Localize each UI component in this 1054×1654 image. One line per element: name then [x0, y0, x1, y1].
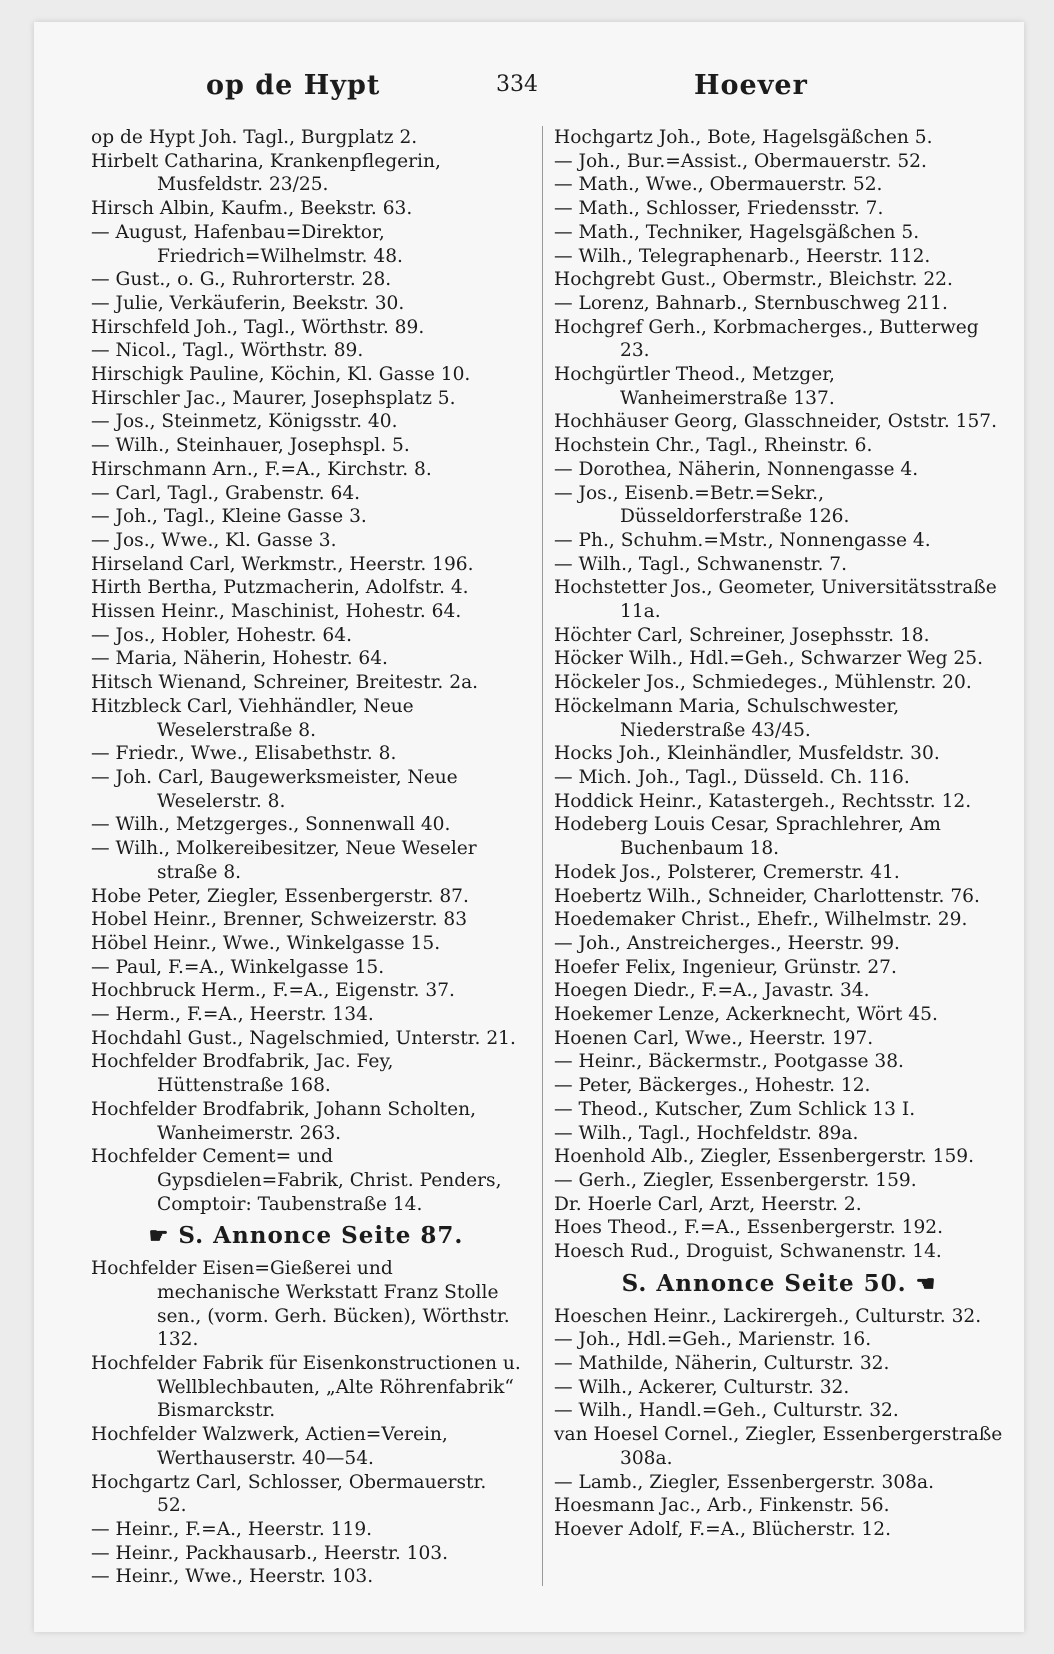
- directory-entry: Hodeberg Louis Cesar, Sprachlehrer, Am Buchenbaum 18.: [554, 814, 941, 860]
- directory-entry: Hirschler Jac., Maurer, Josephsplatz 5.: [91, 387, 456, 409]
- directory-entry: Hirschfeld Joh., Tagl., Wörthstr. 89.: [91, 316, 425, 338]
- directory-entry: — Lamb., Ziegler, Essenbergerstr. 308a.: [554, 1471, 934, 1493]
- directory-entry: Hoes Theod., F.=A., Essenbergerstr. 192.: [554, 1217, 944, 1239]
- directory-entry: — Math., Wwe., Obermauerstr. 52.: [554, 174, 883, 196]
- directory-entry: Hoever Adolf, F.=A., Blücherstr. 12.: [554, 1518, 892, 1540]
- directory-entry: — Wilh., Steinhauer, Josephspl. 5.: [91, 435, 410, 457]
- directory-entry: Hoedemaker Christ., Ehefr., Wilhelmstr. 29.: [554, 909, 968, 931]
- directory-entry: Hochgartz Joh., Bote, Hagelsgäßchen 5.: [554, 127, 933, 148]
- directory-entry: — Joh., Hdl.=Geh., Marienstr. 16.: [554, 1329, 872, 1351]
- advertisement-text: S. Annonce Seite 50.: [621, 1269, 907, 1297]
- directory-entry: — Jos., Steinmetz, Königsstr. 40.: [91, 411, 398, 433]
- directory-entry: — Gerh., Ziegler, Essenbergerstr. 159.: [554, 1169, 917, 1191]
- running-head-left: op de Hypt: [206, 70, 381, 101]
- directory-entry: Hochgref Gerh., Korbmacherges., Butterweg 23.: [554, 316, 979, 362]
- directory-entry: — Wilh., Metzgerges., Sonnenwall 40.: [91, 814, 451, 836]
- directory-entry: Hoenhold Alb., Ziegler, Essenbergerstr. 159.: [554, 1146, 975, 1168]
- directory-entry: Höchter Carl, Schreiner, Josephsstr. 18.: [554, 624, 930, 646]
- directory-entry: Hochfelder Brodfabrik, Johann Scholten, Wanheimerstr. 263.: [91, 1098, 476, 1144]
- directory-entry: Hochfelder Fabrik für Eisenkonstructionen u. Wellblechbauten, „Alte Röhrenfabrik“ Bismarckstr.: [91, 1353, 521, 1422]
- directory-entry: — Wilh., Tagl., Hochfeldstr. 89a.: [554, 1122, 859, 1144]
- directory-entry: Hirbelt Catharina, Krankenpflegerin, Musfeldstr. 23/25.: [91, 150, 441, 196]
- directory-entry: — Peter, Bäckerges., Hohestr. 12.: [554, 1075, 871, 1097]
- directory-entry: — Joh., Bur.=Assist., Obermauerstr. 52.: [554, 150, 927, 172]
- directory-entry: — Jos., Hobler, Hohestr. 64.: [91, 624, 352, 646]
- directory-entry: — Mich. Joh., Tagl., Düsseld. Ch. 116.: [554, 766, 910, 788]
- directory-entry: — Heinr., Bäckermstr., Pootgasse 38.: [554, 1051, 904, 1073]
- directory-entry: Hochbruck Herm., F.=A., Eigenstr. 37.: [91, 980, 455, 1002]
- directory-entry: Höcker Wilh., Hdl.=Geh., Schwarzer Weg 25.: [554, 648, 983, 670]
- directory-entry: Hirth Bertha, Putzmacherin, Adolfstr. 4.: [91, 577, 469, 599]
- directory-entry: Hirseland Carl, Werkmstr., Heerstr. 196.: [91, 553, 474, 575]
- directory-entry: Hoenen Carl, Wwe., Heerstr. 197.: [554, 1027, 874, 1049]
- directory-entry: — Friedr., Wwe., Elisabethstr. 8.: [91, 743, 397, 765]
- directory-entry: — Wilh., Molkereibesitzer, Neue Weseler straße 8.: [91, 838, 477, 883]
- directory-entry: — Math., Schlosser, Friedensstr. 7.: [554, 198, 884, 220]
- directory-entry: — Math., Techniker, Hagelsgäßchen 5.: [554, 221, 920, 243]
- directory-entry: — Carl, Tagl., Grabenstr. 64.: [91, 482, 361, 504]
- directory-entry: — Jos., Eisenb.=Betr.=Sekr., Düsseldorferstraße 126.: [554, 482, 850, 528]
- directory-entry: Hoesch Rud., Droguist, Schwanenstr. 14.: [554, 1241, 942, 1263]
- advertisement-reference: [91, 1224, 521, 1249]
- pointing-hand-icon: ☛: [148, 1223, 170, 1250]
- directory-entry: Hissen Heinr., Maschinist, Hohestr. 64.: [91, 601, 462, 623]
- directory-entry: Hochfelder Walzwerk, Actien=Verein, Werthauserstr. 40—54.: [91, 1424, 448, 1469]
- directory-entry: op de Hypt Joh. Tagl., Burgplatz 2.: [91, 127, 418, 148]
- directory-entry: Hodek Jos., Polsterer, Cremerstr. 41.: [554, 861, 900, 883]
- directory-entry: — Lorenz, Bahnarb., Sternbuschweg 211.: [554, 292, 948, 314]
- directory-entry: — Wilh., Telegraphenarb., Heerstr. 112.: [554, 245, 931, 267]
- directory-entry: — Herm., F.=A., Heerstr. 134.: [91, 1004, 374, 1026]
- directory-entry: — August, Hafenbau=Direktor, Friedrich=Wilhelmstr. 48.: [91, 221, 403, 267]
- directory-entry: — Maria, Näherin, Hohestr. 64.: [91, 648, 388, 670]
- directory-entry: — Jos., Wwe., Kl. Gasse 3.: [91, 529, 337, 551]
- directory-entry: — Julie, Verkäuferin, Beekstr. 30.: [91, 292, 405, 314]
- directory-entry: Hoeschen Heinr., Lackirergeh., Culturstr. 32.: [554, 1305, 982, 1327]
- directory-entry: Hirsch Albin, Kaufm., Beekstr. 63.: [91, 198, 413, 220]
- directory-entry: Hobe Peter, Ziegler, Essenbergerstr. 87.: [91, 885, 469, 907]
- directory-entry: — Nicol., Tagl., Wörthstr. 89.: [91, 340, 364, 362]
- directory-entry: Hochfelder Brodfabrik, Jac. Fey, Hüttenstraße 168.: [91, 1051, 394, 1097]
- directory-entry: — Mathilde, Näherin, Culturstr. 32.: [554, 1353, 890, 1374]
- directory-entry: — Paul, F.=A., Winkelgasse 15.: [91, 956, 385, 978]
- directory-entry: Hochgrebt Gust., Obermstr., Bleichstr. 22.: [554, 269, 953, 291]
- directory-entry: Hitsch Wienand, Schreiner, Breitestr. 2a.: [91, 672, 479, 694]
- directory-entry: — Wilh., Handl.=Geh., Culturstr. 32.: [554, 1400, 899, 1422]
- directory-entry: Höckelmann Maria, Schulschwester, Niederstraße 43/45.: [554, 695, 900, 741]
- directory-entry: Höbel Heinr., Wwe., Winkelgasse 15.: [91, 932, 441, 954]
- directory-entry: Hitzbleck Carl, Viehhändler, Neue Weselerstraße 8.: [91, 695, 414, 741]
- directory-entry: — Theod., Kutscher, Zum Schlick 13 I.: [554, 1098, 916, 1120]
- directory-entry: Hochstetter Jos., Geometer, Universitätsstraße 11a.: [554, 577, 997, 623]
- directory-entry: Hochfelder Cement= und Gypsdielen=Fabrik, Christ. Penders, Comptoir: Taubenstraße 14.: [91, 1146, 502, 1215]
- directory-entry: — Heinr., F.=A., Heerstr. 119.: [91, 1518, 373, 1540]
- directory-entry: van Hoesel Cornel., Ziegler, Essenbergerstraße 308a.: [554, 1424, 1003, 1469]
- directory-entry: — Gust., o. G., Ruhrorterstr. 28.: [91, 269, 392, 291]
- pointing-hand-icon: ☚: [915, 1270, 937, 1297]
- directory-entry: — Heinr., Packhausarb., Heerstr. 103.: [91, 1542, 449, 1564]
- directory-entry: Hoegen Diedr., F.=A., Javastr. 34.: [554, 980, 870, 1002]
- directory-entry: Hoekemer Lenze, Ackerknecht, Wört 45.: [554, 1004, 938, 1026]
- right-column: [554, 126, 1004, 1542]
- directory-entry: Hoebertz Wilh., Schneider, Charlottenstr. 76.: [554, 885, 980, 907]
- column-divider: [542, 126, 543, 1586]
- running-head-right: Hoever: [694, 70, 808, 101]
- directory-entry: Dr. Hoerle Carl, Arzt, Heerstr. 2.: [554, 1193, 862, 1215]
- directory-entry: — Joh. Carl, Baugewerksmeister, Neue Weselerstr. 8.: [91, 766, 458, 812]
- directory-page: [34, 22, 1024, 1632]
- directory-entry: Hobel Heinr., Brenner, Schweizerstr. 83: [91, 909, 468, 931]
- directory-entry: — Wilh., Ackerer, Culturstr. 32.: [554, 1376, 850, 1398]
- directory-entry: Hochgartz Carl, Schlosser, Obermauerstr. 52.: [91, 1471, 487, 1517]
- directory-entry: — Dorothea, Näherin, Nonnengasse 4.: [554, 458, 919, 480]
- advertisement-reference: [554, 1269, 1004, 1297]
- advertisement-text: S. Annonce Seite 87.: [178, 1222, 464, 1250]
- directory-entry: Hoesmann Jac., Arb., Finkenstr. 56.: [554, 1495, 890, 1517]
- directory-entry: Hoddick Heinr., Katastergeh., Rechtsstr. 12.: [554, 790, 972, 812]
- directory-entry: Hirschmann Arn., F.=A., Kirchstr. 8.: [91, 458, 432, 480]
- directory-entry: Hochhäuser Georg, Glasschneider, Oststr. 157.: [554, 411, 998, 433]
- left-column: [91, 126, 521, 1589]
- directory-entry: — Joh., Anstreicherges., Heerstr. 99.: [554, 932, 900, 954]
- directory-entry: Hochgürtler Theod., Metzger, Wanheimerstraße 137.: [554, 364, 835, 409]
- directory-entry: Hirschigk Pauline, Köchin, Kl. Gasse 10.: [91, 364, 471, 386]
- directory-entry: — Ph., Schuhm.=Mstr., Nonnengasse 4.: [554, 529, 931, 551]
- page-number: 334: [496, 72, 538, 97]
- directory-entry: Hochfelder Eisen=Gießerei und mechanische Werkstatt Franz Stolle sen., (vorm. Gerh. Bücken), Wörthstr. 132.: [91, 1258, 510, 1351]
- directory-entry: Höckeler Jos., Schmiedeges., Mühlenstr. 20.: [554, 672, 972, 694]
- directory-entry: Hoefer Felix, Ingenieur, Grünstr. 27.: [554, 956, 897, 978]
- directory-entry: Hochdahl Gust., Nagelschmied, Unterstr. 21.: [91, 1027, 516, 1049]
- directory-entry: Hocks Joh., Kleinhändler, Musfeldstr. 30.: [554, 743, 940, 765]
- directory-entry: — Wilh., Tagl., Schwanenstr. 7.: [554, 553, 848, 575]
- directory-entry: Hochstein Chr., Tagl., Rheinstr. 6.: [554, 435, 873, 457]
- page-header: [34, 70, 1024, 110]
- directory-entry: — Joh., Tagl., Kleine Gasse 3.: [91, 506, 367, 528]
- directory-entry: — Heinr., Wwe., Heerstr. 103.: [91, 1566, 374, 1588]
